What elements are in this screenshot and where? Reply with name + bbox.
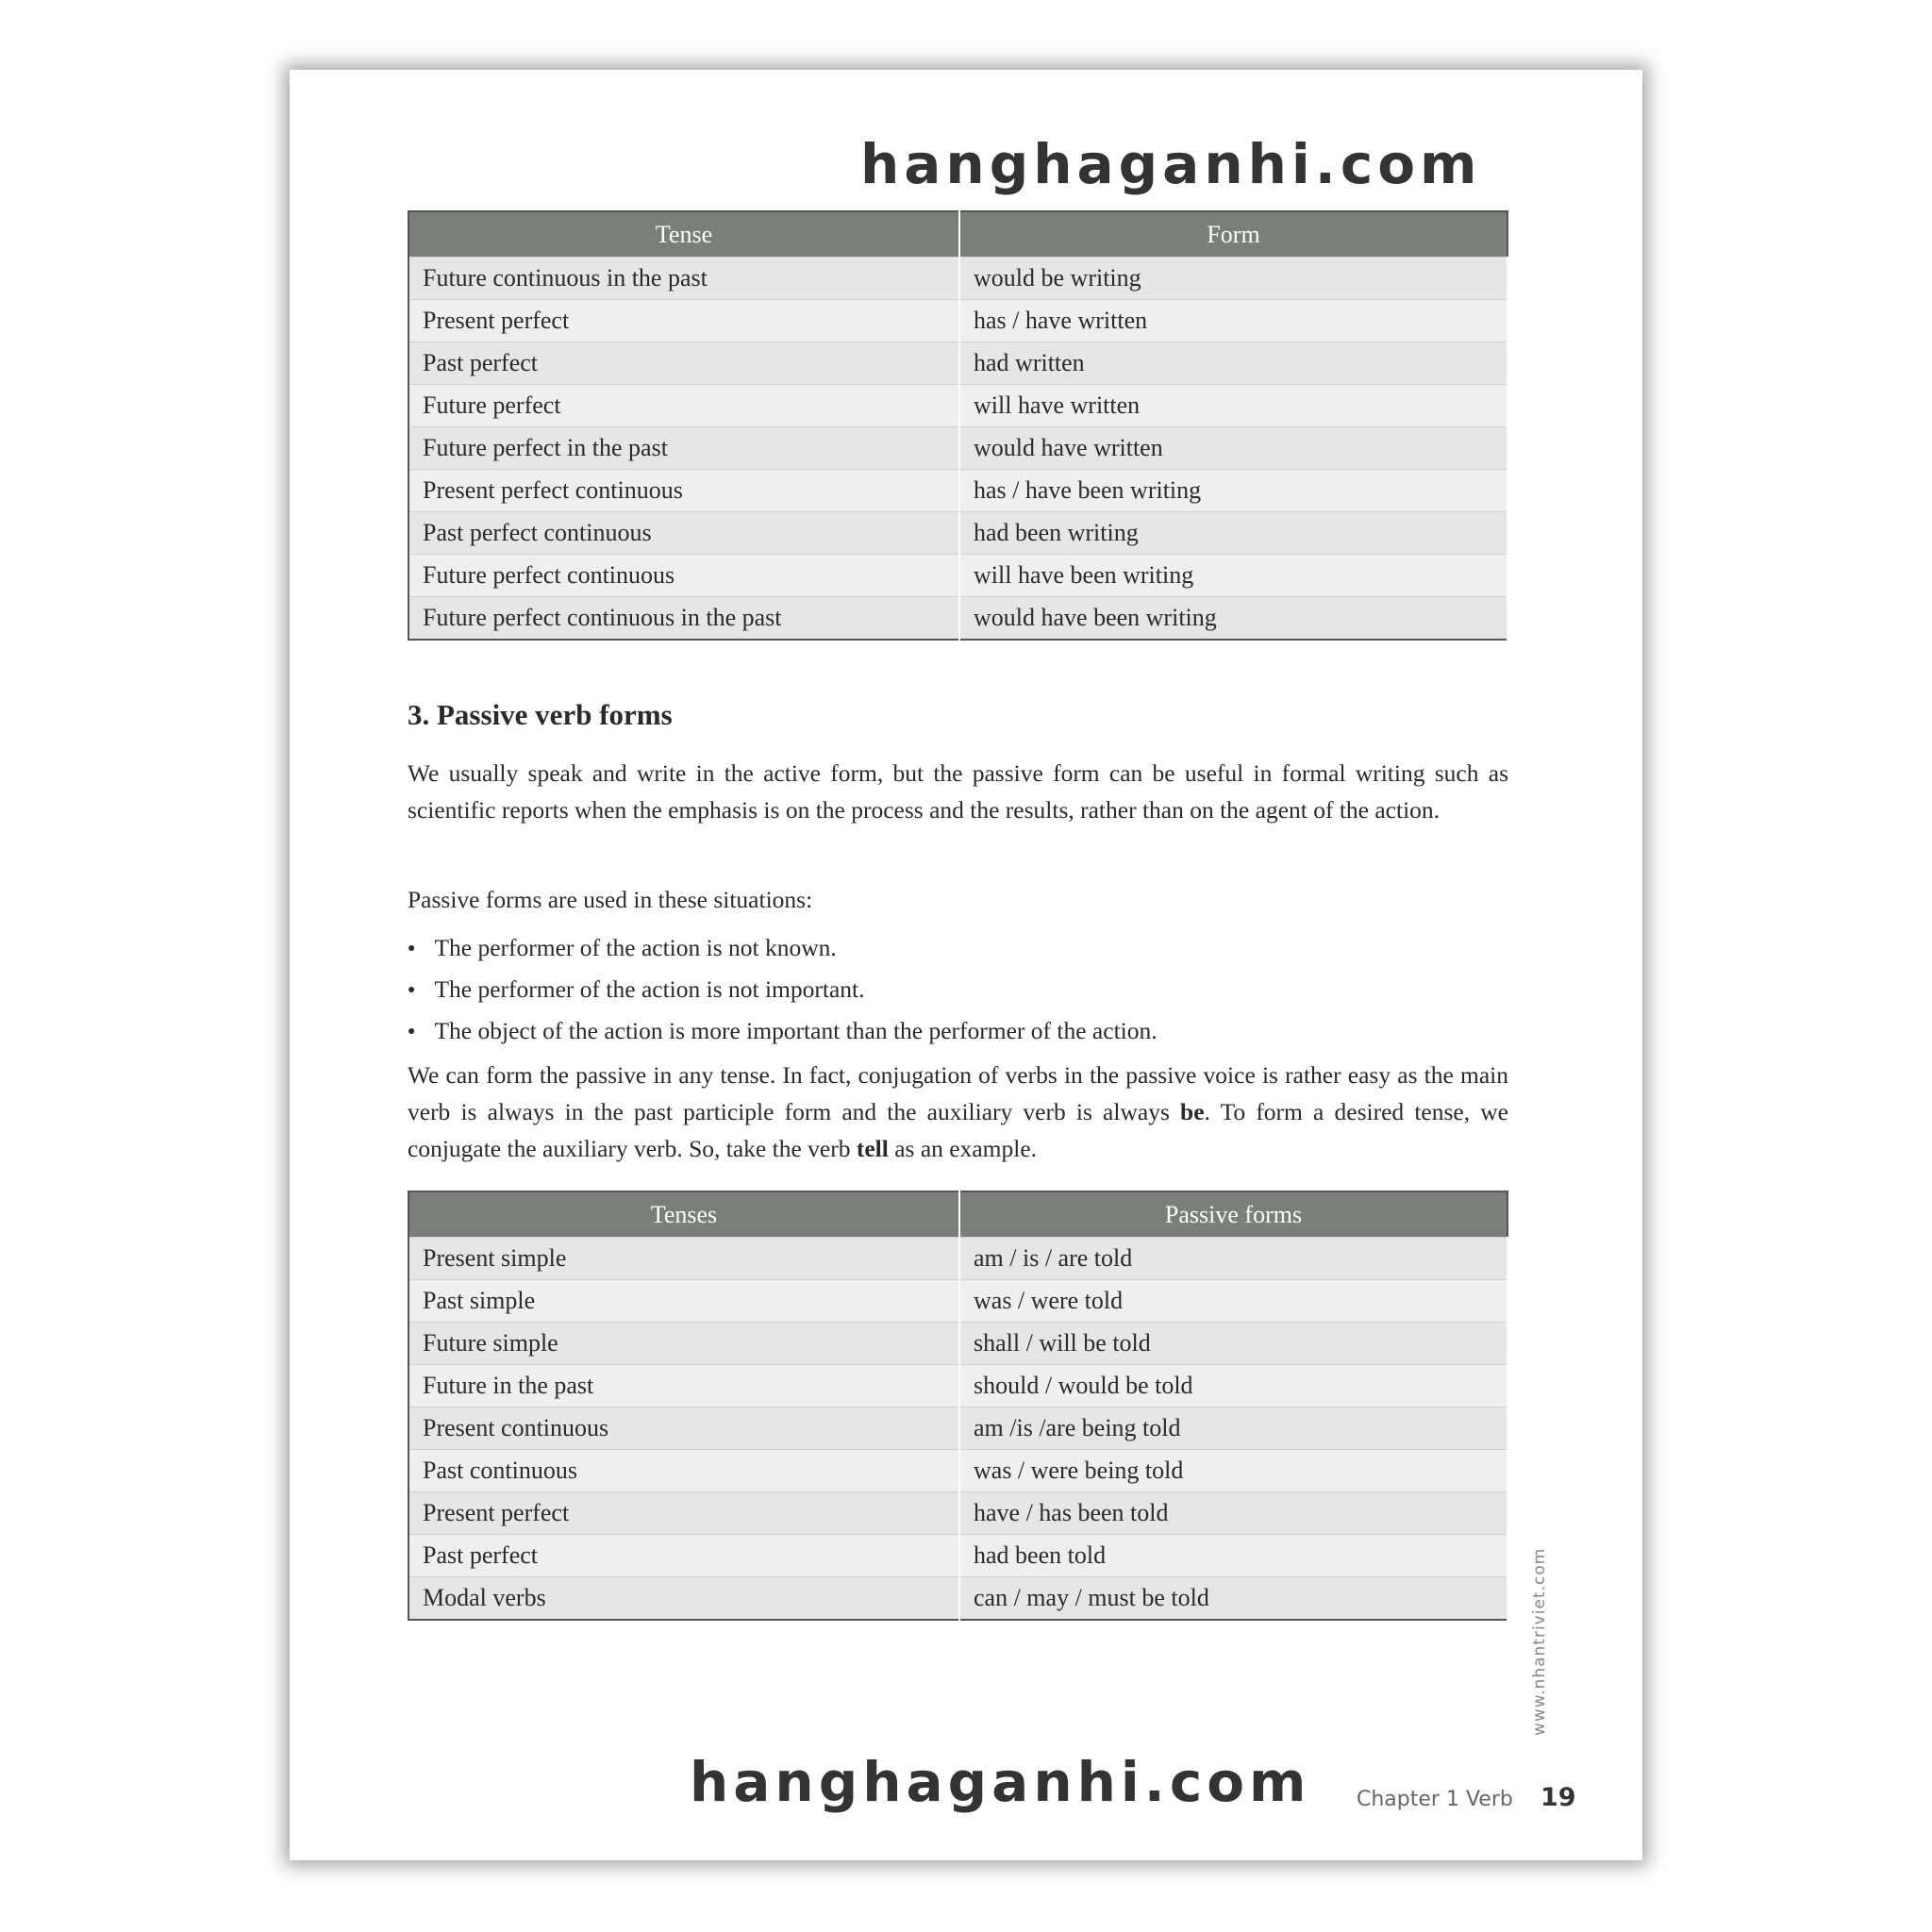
table-row [408, 427, 1507, 470]
list-item: ● The performer of the action is not known. [408, 929, 1158, 971]
paragraph-intro: We usually speak and write in the active form, but the passive form can be useful in formal writing such as scientific reports when the emphasis is on the process and the results, rather than on the agent of the action. [408, 759, 1508, 824]
table-cell: has / have written [959, 300, 1507, 342]
table-row [408, 512, 1507, 555]
table-cell: am / is / are told [959, 1238, 1507, 1280]
paragraph-situations: Passive forms are used in these situations: [408, 886, 813, 913]
section-heading: 3. Passive verb forms [408, 698, 673, 731]
table-cell: was / were being told [959, 1450, 1507, 1492]
table-cell: Future continuous in the past [408, 258, 959, 300]
table-cell: would have written [959, 427, 1507, 470]
table-cell: Modal verbs [408, 1577, 959, 1621]
table-cell: Present continuous [408, 1407, 959, 1450]
table-row [408, 597, 1507, 641]
table-cell: would be writing [959, 258, 1507, 300]
table-cell: shall / will be told [959, 1323, 1507, 1365]
situations-list [408, 929, 1158, 1054]
list-item: ● The performer of the action is not important. [408, 971, 1158, 1012]
table-cell: Past continuous [408, 1450, 959, 1492]
table-row [408, 1323, 1507, 1365]
table-cell: Present simple [408, 1238, 959, 1280]
paragraph-conjugation [408, 1057, 1508, 1167]
table-row [408, 1577, 1507, 1621]
table-row [408, 470, 1507, 512]
table-cell: Present perfect [408, 300, 959, 342]
table-row [408, 1492, 1507, 1535]
table-cell: has / have been writing [959, 470, 1507, 512]
table-cell: Future perfect continuous in the past [408, 597, 959, 641]
table-cell: was / were told [959, 1280, 1507, 1323]
table-cell: Future perfect in the past [408, 427, 959, 470]
table-cell: will have written [959, 385, 1507, 427]
table-cell: should / would be told [959, 1365, 1507, 1407]
bold-tell: tell [856, 1135, 889, 1162]
column-header: Tenses [408, 1191, 959, 1238]
table-row [408, 258, 1507, 300]
watermark-top: hanghaganhi.com [860, 132, 1482, 196]
table-row [408, 555, 1507, 597]
chapter-label: Chapter 1 Verb [1357, 1788, 1513, 1811]
table-cell: would have been writing [959, 597, 1507, 641]
tense-form-table [408, 210, 1508, 641]
table-cell: Future perfect [408, 385, 959, 427]
table-cell: have / has been told [959, 1492, 1507, 1535]
table-cell: Present perfect [408, 1492, 959, 1535]
table-cell: Past perfect continuous [408, 512, 959, 555]
text: . To form a desired tense, we conjugate the auxiliary verb. So, take the verb [408, 1098, 1508, 1162]
table-row [408, 1535, 1507, 1577]
table-cell: will have been writing [959, 555, 1507, 597]
column-header: Form [959, 211, 1507, 258]
table-row [408, 1238, 1507, 1280]
passive-forms-table [408, 1191, 1508, 1621]
header-row [408, 211, 1507, 258]
table-cell: had been writing [959, 512, 1507, 555]
table-cell: can / may / must be told [959, 1577, 1507, 1621]
table-row [408, 1450, 1507, 1492]
list-item: ● The object of the action is more important than the performer of the action. [408, 1012, 1158, 1054]
table-row [408, 1280, 1507, 1323]
column-header: Tense [408, 211, 959, 258]
table-cell: had been told [959, 1535, 1507, 1577]
table-row [408, 342, 1507, 385]
table-row [408, 1365, 1507, 1407]
table-cell: Future perfect continuous [408, 555, 959, 597]
table-row [408, 1407, 1507, 1450]
header-row [408, 1191, 1507, 1238]
column-header: Passive forms [959, 1191, 1507, 1238]
table-row [408, 300, 1507, 342]
side-url: www.nhantriviet.com [1530, 1547, 1549, 1736]
table-cell: am /is /are being told [959, 1407, 1507, 1450]
text: We can form the passive in any tense. In fact, conjugation of verbs in the passive voice is rather easy as the main verb is always in the past participle form and the auxiliary verb is always [408, 1061, 1508, 1125]
table-cell: Past simple [408, 1280, 959, 1323]
table-cell: Future simple [408, 1323, 959, 1365]
table-cell: had written [959, 342, 1507, 385]
table-cell: Past perfect [408, 1535, 959, 1577]
table-cell: Present perfect continuous [408, 470, 959, 512]
table-cell: Future in the past [408, 1365, 959, 1407]
table-row [408, 385, 1507, 427]
bold-be: be [1180, 1098, 1205, 1125]
table-cell: Past perfect [408, 342, 959, 385]
text: as an example. [888, 1135, 1038, 1162]
watermark-bottom: hanghaganhi.com [690, 1750, 1311, 1814]
page-number: 19 [1541, 1783, 1576, 1812]
